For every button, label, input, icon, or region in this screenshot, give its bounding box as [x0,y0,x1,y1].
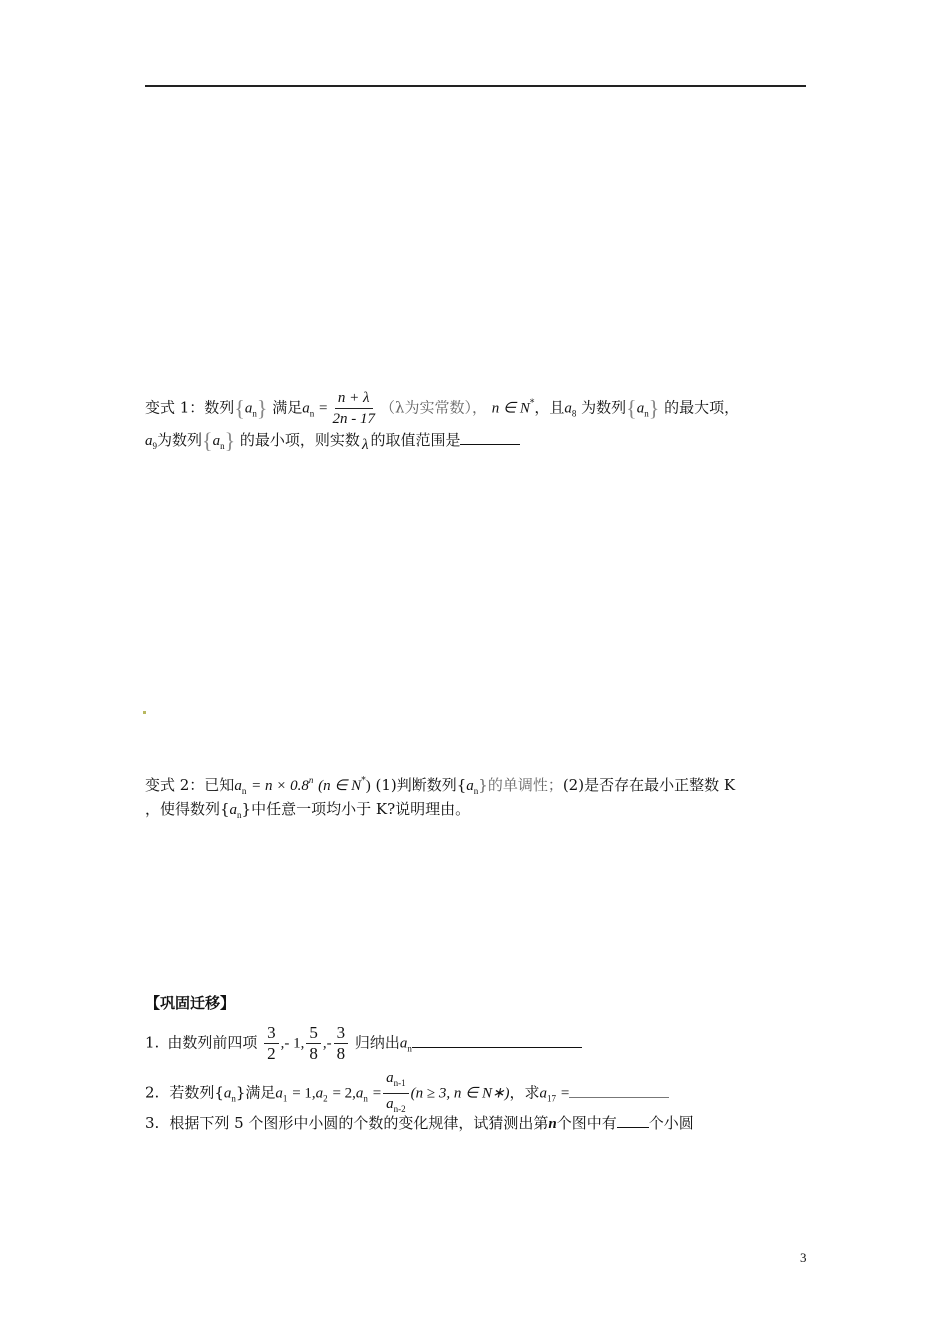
recurrence-fraction: $\frac{a_{n-1}}{a_{n-2}}$ [383,1068,409,1119]
variant2-line1: 变式 2：已知$a_n = n \times 0.8^n$ (n ∈ N*) (1)判断数列$\{a_n\}$的单调性；(2)是否存在最小正整数 K [145,775,736,796]
fraction-3-8: $\frac{3}{8}$ [334,1023,349,1064]
fraction-5-8: $\frac{5}{8}$ [306,1023,321,1064]
satisfies: 满足 [272,398,303,417]
answer-blank-q1[interactable] [412,1046,582,1048]
seq-a: a [244,400,253,417]
answer-blank-q2[interactable] [569,1096,669,1098]
fraction-3-2: $\frac{3}{2}$ [264,1023,279,1064]
header-rule [145,85,806,87]
answer-blank-q3[interactable] [617,1126,649,1128]
variant1-line2: $a_9$为数列$\{a_n\}$ 的最小项，则实数 λ 的取值范围是 [145,430,520,456]
page-number: 3 [800,1250,807,1265]
question-1: 1. 由数列前四项 $\frac{3}{2}$ ,- 1, $\frac{5}{8}$ ,- $\frac{3}{8}$ 归纳出$a_n$ [145,1023,582,1064]
section-title: 【巩固迁移】 [145,994,236,1012]
variant2-line2: ，使得数列$\{a_n\}$中任意一项均小于 K?说明理由。 [145,800,471,820]
lambda-symbol: λ [361,437,369,453]
variant1-label: 变式 1：数列 [145,398,235,417]
answer-blank-1[interactable] [460,443,520,445]
variant1-line1: 变式 1：数列$\{a_n\}$ 满足$a_n$ = $\frac{n + \lambda}{2n - 17}$ （λ为实常数）， n ∈ N*，且$a_8$ 为数列$\{a_n\}$ 的最大项， [145,390,740,427]
formula-fraction: $\frac{n + \lambda}{2n - 17}$ [332,390,375,427]
stray-mark [143,711,146,714]
question-3: 3. 根据下列 5 个图形中小圆的个数的变化规律，试猜测出第n个图中有 个小圆 [145,1114,694,1132]
question-2: 2. 若数列$\{a_n\}$满足$a_1 = 1,a_2 = 2,a_n$ = $\frac{a_{n-1}}{a_{n-2}}$ (n ≥ 3, n ∈ N∗)，求$a_{17}$ = [145,1068,669,1119]
